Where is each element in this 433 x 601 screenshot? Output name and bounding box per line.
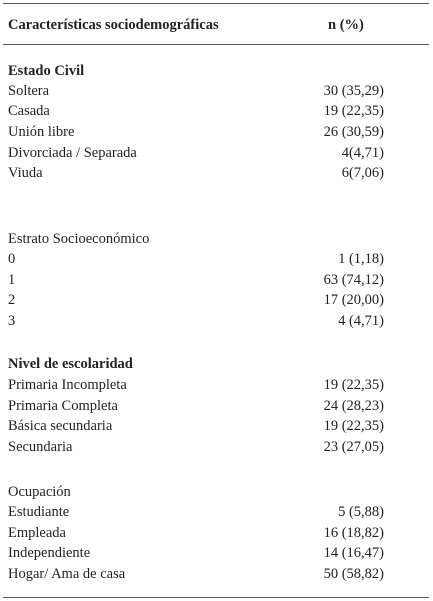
table-bottom-rule: [3, 597, 429, 598]
row-label: 2: [8, 292, 16, 308]
row-value: 19 (22,35): [323, 103, 384, 119]
row-value: 16 (18,82): [323, 525, 384, 541]
section-title-estrato: [8, 229, 384, 249]
table-row: [8, 543, 384, 563]
row-label: Hogar/ Ama de casa: [8, 566, 126, 582]
table-row: [8, 122, 384, 142]
table-row: [8, 249, 384, 269]
section-title-escolaridad: [8, 354, 384, 374]
row-value: 5 (5,88): [338, 504, 384, 520]
row-value: 19 (22,35): [323, 377, 384, 393]
table-top-rule: [3, 3, 429, 4]
row-label: Secundaria: [8, 439, 73, 455]
row-label: Primaria Incompleta: [8, 377, 127, 393]
table-row: [8, 81, 384, 101]
header-rule: [3, 44, 429, 45]
row-label: Casada: [8, 103, 50, 119]
table-row: [8, 143, 384, 163]
row-value: 23 (27,05): [323, 439, 384, 455]
row-label: 1: [8, 272, 16, 288]
table-row: [8, 523, 384, 543]
table-row: [8, 101, 384, 121]
table-row: [8, 396, 384, 416]
row-value: 19 (22,35): [323, 418, 384, 434]
row-value: 1 (1,18): [338, 251, 384, 267]
table-row: [8, 163, 384, 183]
row-label: Básica secundaria: [8, 418, 113, 434]
row-value: 26 (30,59): [323, 124, 384, 140]
table-row: [8, 502, 384, 522]
row-value: 24 (28,23): [323, 398, 384, 414]
row-label: Independiente: [8, 545, 91, 561]
row-label: Estudiante: [8, 504, 70, 520]
section-title-label: Estrato Socioeconómico: [8, 231, 150, 247]
row-label: 0: [8, 251, 16, 267]
row-label: Viuda: [8, 165, 43, 181]
table-row: [8, 564, 384, 584]
column-header-characteristics: Características sociodemográficas: [8, 17, 219, 33]
section-title-ocupacion: [8, 482, 384, 502]
section-title-label: Estado Civil: [8, 63, 85, 79]
row-label: Divorciada / Separada: [8, 145, 137, 161]
section-title-label: Nivel de escolaridad: [8, 356, 133, 372]
row-label: Primaria Completa: [8, 398, 118, 414]
row-value: 4(4,71): [341, 145, 384, 161]
table-row: [8, 311, 384, 331]
row-label: Soltera: [8, 83, 50, 99]
row-value: 6(7,06): [341, 165, 384, 181]
row-value: 63 (74,12): [323, 272, 384, 288]
table-row: [8, 375, 384, 395]
row-value: 4 (4,71): [338, 313, 384, 329]
row-value: 30 (35,29): [323, 83, 384, 99]
row-label: 3: [8, 313, 16, 329]
row-label: Empleada: [8, 525, 66, 541]
row-value: 14 (16,47): [323, 545, 384, 561]
column-header-n-percent: n (%): [328, 17, 364, 33]
table-row: [8, 437, 384, 457]
section-title-label: Ocupación: [8, 484, 71, 500]
table-row: [8, 416, 384, 436]
row-value: 50 (58,82): [323, 566, 384, 582]
table-row: [8, 290, 384, 310]
row-value: 17 (20,00): [323, 292, 384, 308]
section-title-estado-civil: [8, 61, 384, 81]
row-label: Unión libre: [8, 124, 75, 140]
table-row: [8, 270, 384, 290]
